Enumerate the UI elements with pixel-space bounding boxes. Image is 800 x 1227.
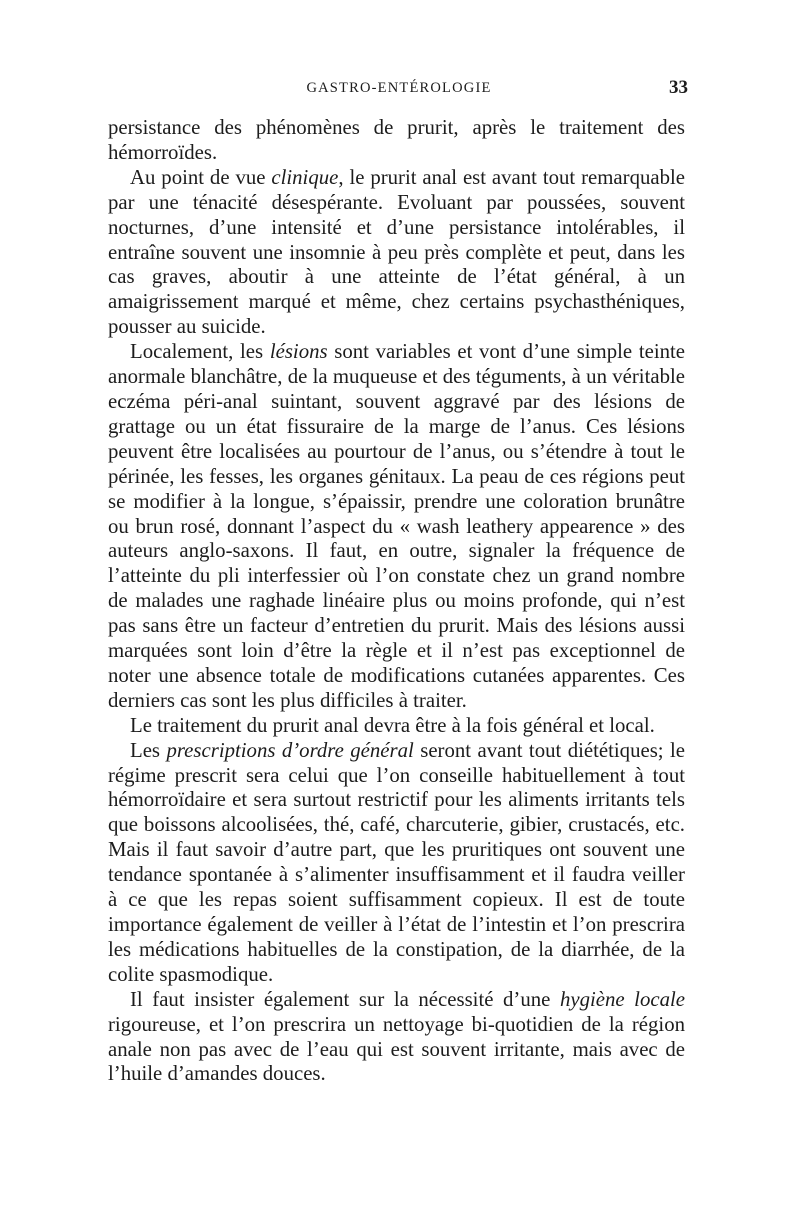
paragraph-clinique xyxy=(108,166,685,340)
paragraph-text: persistance des phénomènes de prurit, après le traitement des hémorroïdes. xyxy=(108,116,685,164)
paragraph-text: Il faut insister également sur la nécessité d’une xyxy=(130,987,560,1011)
page-number: 33 xyxy=(669,77,688,98)
page-header xyxy=(110,76,688,100)
italic-term-hygiene: hygiène locale xyxy=(559,987,686,1011)
paragraph-text: Les xyxy=(130,738,167,762)
paragraph-traitement xyxy=(108,714,685,739)
paragraph-text: seront avant tout diététiques; le régime prescrit sera celui que l’on conseille habituellement à tout hémorroïdaire et sera surtout restrictif pour les aliments irritants tels que boissons alcoolisées, thé, café, charcuterie, gibier, crustacés, etc. Mais il faut savoir d’autre part, que les pruritiques ont souvent une tendance spontanée à s’alimenter insuffisamment et il faudra veiller à ce que les repas soient suffisamment copieux. Il est de toute importance également de veiller à l’état de l’intestin et l’on prescrira les médications habituelles de la constipation, de la diarrhée, de la colite spasmodique. xyxy=(108,738,685,986)
paragraph-continuation xyxy=(108,116,685,166)
paragraph-text: , le prurit anal est avant tout remarquable par une ténacité désespérante. Evoluant par poussées, souvent nocturnes, d’une intensité et d’une persistance intolérables, il entraîne souvent une insomnie à peu près complète et peut, dans les cas graves, aboutir à une atteinte de l’état général, à un amaigrissement marqué et même, chez certains psychasthéniques, pousser au suicide. xyxy=(108,165,686,339)
body-text xyxy=(108,116,685,1087)
running-head: GASTRO-ENTÉROLOGIE xyxy=(306,80,492,96)
paragraph-text: Le traitement du prurit anal devra être à la fois général et local. xyxy=(130,713,655,737)
paragraph-text: sont variables et vont d’une simple teinte anormale blanchâtre, de la muqueuse et des téguments, à un véritable eczéma péri-anal suintant, souvent aggravé par des lésions de grattage ou un état fissuraire de la marge de l’anus. Ces lésions peuvent être localisées au pourtour de l’anus, ou s’étendre à tout le périnée, les fesses, les organes génitaux. La peau de ces régions peut se modifier à la longue, s’épaissir, prendre une coloration brunâtre ou brun rosé, donnant l’aspect du « wash leathery appearence » des auteurs anglo-saxons. Il faut, en outre, signaler la fréquence de l’atteinte du pli interfessier où l’on constate chez un grand nombre de malades une raghade linéaire plus ou moins profonde, qui n’est pas sans être un facteur d’entretien du prurit. Mais des lésions aussi marquées sont loin d’être la règle et il n’est pas exceptionnel de noter une absence totale de modifications cutanées apparentes. Ces derniers cas sont les plus difficiles à traiter. xyxy=(108,340,686,712)
italic-term-clinique: clinique xyxy=(271,165,339,189)
paragraph-lesions xyxy=(108,340,685,714)
italic-term-lesions: lésions xyxy=(269,340,328,364)
paragraph-text: Au point de vue xyxy=(130,165,272,189)
paragraph-prescriptions xyxy=(108,739,685,988)
paragraph-hygiene xyxy=(108,988,685,1088)
paragraph-text: rigoureuse, et l’on prescrira un nettoyage bi-quotidien de la région anale non pas avec de l’eau qui est souvent irritante, mais avec de l’huile d’amandes douces. xyxy=(108,1012,685,1086)
paragraph-text: Localement, les xyxy=(130,340,270,364)
italic-term-prescriptions: prescriptions d’ordre général xyxy=(166,738,414,762)
